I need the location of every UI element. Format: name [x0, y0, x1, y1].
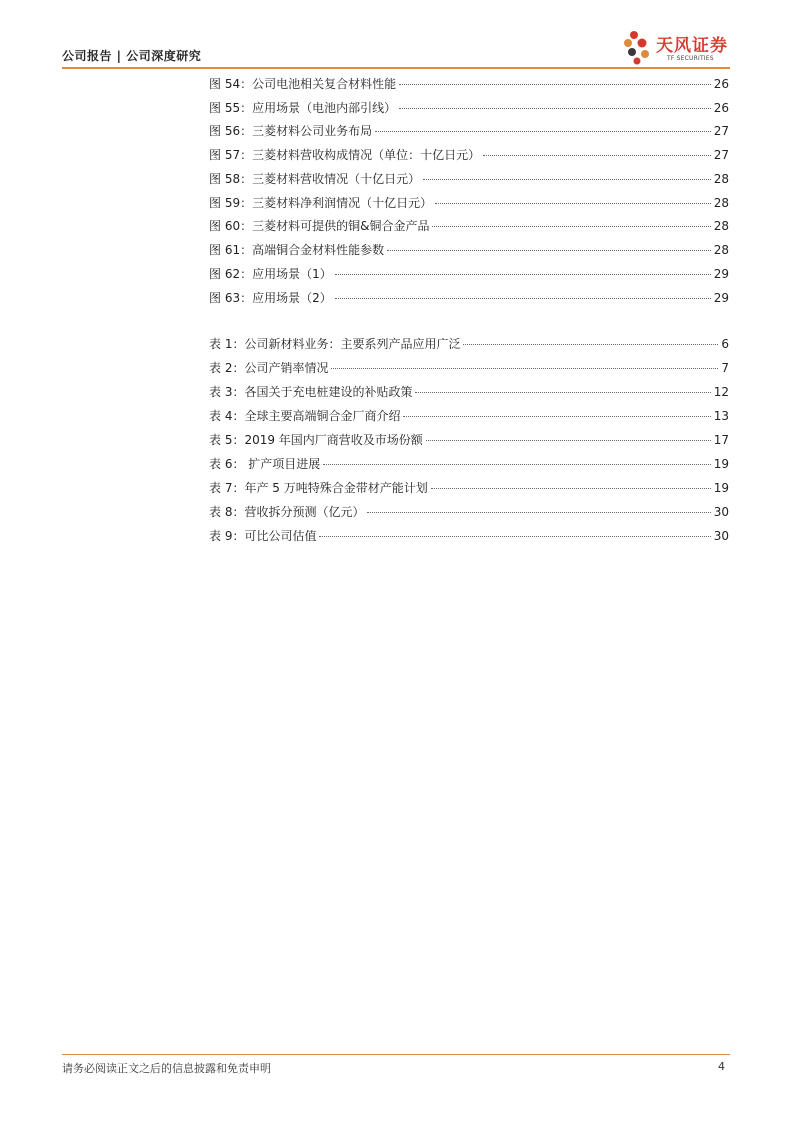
dot-leader	[483, 155, 711, 156]
figure-title: 图 61：高端铜合金材料性能参数	[209, 243, 385, 257]
figure-page-number: 28	[713, 219, 729, 233]
figure-title: 图 62：应用场景（1）	[209, 267, 332, 281]
table-page-number: 12	[713, 385, 729, 399]
table-title: 表 9：可比公司估值	[209, 529, 317, 543]
table-page-number: 30	[713, 505, 729, 519]
dot-leader	[431, 488, 711, 489]
logo-flower-icon	[620, 27, 656, 67]
dot-leader	[335, 298, 711, 299]
figure-page-number: 27	[713, 148, 729, 162]
header-divider	[62, 67, 730, 69]
table-title: 表 3：各国关于充电桩建设的补贴政策	[209, 385, 413, 399]
figure-list-item[interactable]	[209, 194, 729, 212]
table-title: 表 2：公司产销率情况	[209, 361, 329, 375]
logo-subtitle: TF SECURITIES	[667, 55, 714, 62]
dot-leader	[319, 536, 710, 537]
figure-title: 图 58：三菱材料营收情况（十亿日元）	[209, 172, 421, 186]
dot-leader	[387, 250, 711, 251]
figure-list-item[interactable]	[209, 217, 729, 235]
table-list-item[interactable]	[209, 479, 729, 497]
table-page-number: 7	[721, 361, 729, 375]
dot-leader	[426, 440, 711, 441]
footer-divider	[62, 1054, 730, 1055]
figure-title: 图 54：公司电池相关复合材料性能	[209, 77, 397, 91]
figure-list-item[interactable]	[209, 122, 729, 140]
table-list-item[interactable]	[209, 431, 729, 449]
table-page-number: 13	[713, 409, 729, 423]
figure-list-item[interactable]	[209, 289, 729, 307]
figure-list-item[interactable]	[209, 75, 729, 93]
table-title: 表 6： 扩产项目进展	[209, 457, 321, 471]
logo-name: 天风证券	[656, 36, 728, 56]
dot-leader	[331, 368, 718, 369]
dot-leader	[463, 344, 718, 345]
dot-leader	[323, 464, 710, 465]
table-list-item[interactable]	[209, 455, 729, 473]
dot-leader	[423, 179, 711, 180]
company-logo	[620, 27, 735, 67]
dot-leader	[415, 392, 710, 393]
table-page-number: 19	[713, 457, 729, 471]
table-list-item[interactable]	[209, 527, 729, 545]
figure-page-number: 28	[713, 243, 729, 257]
dot-leader	[367, 512, 710, 513]
table-list-item[interactable]	[209, 359, 729, 377]
figure-title: 图 55：应用场景（电池内部引线）	[209, 101, 397, 115]
table-title: 表 7：年产 5 万吨特殊合金带材产能计划	[209, 481, 428, 495]
figure-page-number: 26	[713, 77, 729, 91]
table-page-number: 19	[713, 481, 729, 495]
table-list-item[interactable]	[209, 503, 729, 521]
figure-page-number: 28	[713, 196, 729, 210]
figure-title: 图 57：三菱材料营收构成情况（单位：十亿日元）	[209, 148, 481, 162]
table-list-item[interactable]	[209, 407, 729, 425]
dot-leader	[399, 84, 711, 85]
figure-title: 图 56：三菱材料公司业务布局	[209, 124, 373, 138]
dot-leader	[375, 131, 711, 132]
footer-disclaimer: 请务必阅读正文之后的信息披露和免责申明	[62, 1062, 271, 1075]
figure-title: 图 60：三菱材料可提供的铜&铜合金产品	[209, 219, 430, 233]
figure-title: 图 59：三菱材料净利润情况（十亿日元）	[209, 196, 433, 210]
dot-leader	[435, 203, 711, 204]
dot-leader	[399, 108, 711, 109]
table-title: 表 8：营收拆分预测（亿元）	[209, 505, 365, 519]
dot-leader	[432, 226, 710, 227]
figure-list-item[interactable]	[209, 265, 729, 283]
dot-leader	[403, 416, 710, 417]
figure-list-item[interactable]	[209, 99, 729, 117]
table-list-item[interactable]	[209, 335, 729, 353]
figure-page-number: 27	[713, 124, 729, 138]
table-title: 表 4：全球主要高端铜合金厂商介绍	[209, 409, 401, 423]
figure-list-item[interactable]	[209, 241, 729, 259]
report-type-title: 公司报告 | 公司深度研究	[62, 49, 202, 63]
figure-page-number: 28	[713, 172, 729, 186]
figure-list-item[interactable]	[209, 146, 729, 164]
footer-page-number: 4	[718, 1060, 725, 1073]
table-title: 表 5：2019 年国内厂商营收及市场份额	[209, 433, 423, 447]
table-page-number: 6	[721, 337, 729, 351]
figure-page-number: 29	[713, 267, 729, 281]
figure-page-number: 29	[713, 291, 729, 305]
dot-leader	[335, 274, 711, 275]
table-title: 表 1：公司新材料业务：主要系列产品应用广泛	[209, 337, 461, 351]
table-page-number: 17	[713, 433, 729, 447]
figure-title: 图 63：应用场景（2）	[209, 291, 332, 305]
table-list-item[interactable]	[209, 383, 729, 401]
table-page-number: 30	[713, 529, 729, 543]
figure-list-item[interactable]	[209, 170, 729, 188]
figure-page-number: 26	[713, 101, 729, 115]
